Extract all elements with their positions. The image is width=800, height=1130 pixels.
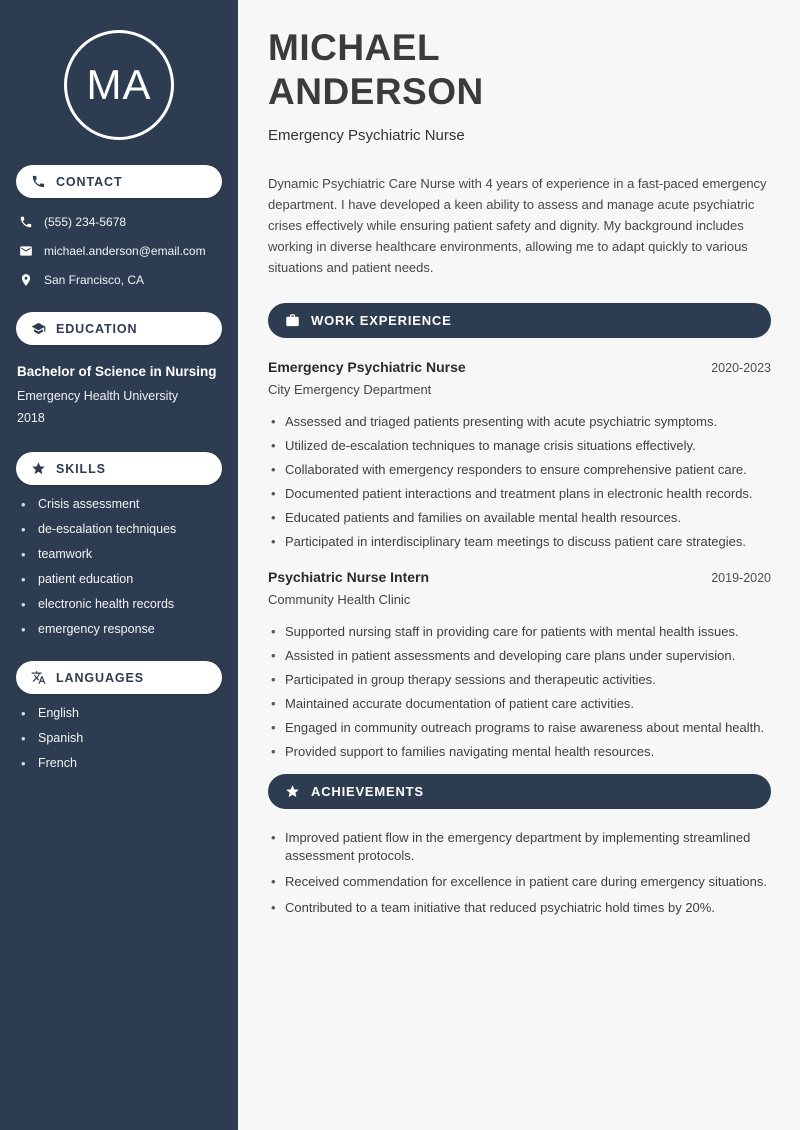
job-bullet: • Educated patients and families on available mental health resources. — [268, 509, 768, 527]
avatar-initials: MA — [86, 61, 152, 108]
star-icon — [285, 784, 300, 799]
contact-section-label: CONTACT — [56, 174, 123, 189]
achievement-bullet: • Received commendation for excellence in patient care during emergency situations. — [268, 873, 768, 891]
job-dates: 2020-2023 — [711, 361, 771, 375]
phone-icon — [19, 215, 33, 229]
job-title: Psychiatric Nurse Intern — [268, 569, 430, 585]
job-bullet: • Collaborated with emergency responders to ensure comprehensive patient care. — [268, 461, 768, 479]
job-company: City Emergency Department — [268, 382, 432, 397]
main-content — [238, 0, 800, 1130]
achievements-list — [268, 829, 771, 917]
sidebar — [0, 0, 238, 1130]
education-year: 2018 — [17, 411, 45, 425]
briefcase-icon — [285, 313, 300, 328]
language-item: • French — [21, 757, 222, 770]
summary-paragraph: Dynamic Psychiatric Care Nurse with 4 years of experience in a fast-paced emergency department. I have developed a keen ability to assess and manage acute psychiatric crises effectively while ensuring patient safety and dignity. My background includes working in diverse healthcare environments, allowing me to adapt quickly to various situations and patient needs. — [268, 176, 767, 275]
job-entry — [268, 569, 771, 761]
language-item: • English — [21, 707, 222, 720]
job-bullet: • Assessed and triaged patients presenting with acute psychiatric symptoms. — [268, 413, 768, 431]
language-item: • Spanish — [21, 732, 222, 745]
skill-item: • teamwork — [21, 548, 222, 561]
location-icon — [19, 273, 33, 287]
achievement-bullet: • Contributed to a team initiative that reduced psychiatric hold times by 20%. — [268, 899, 768, 917]
job-bullet: • Participated in group therapy sessions and therapeutic activities. — [268, 671, 768, 689]
skill-item: • patient education — [21, 573, 222, 586]
translate-icon — [31, 670, 46, 685]
phone-number: (555) 234-5678 — [44, 215, 127, 229]
star-icon — [31, 461, 46, 476]
job-header — [268, 359, 771, 375]
phone-icon — [31, 174, 46, 189]
skills-list — [16, 498, 222, 636]
contact-row-phone — [19, 215, 222, 229]
achievement-bullet: • Improved patient flow in the emergency department by implementing streamlined assessment protocols. — [268, 829, 768, 865]
languages-section-label: LANGUAGES — [56, 670, 144, 685]
job-entry — [268, 359, 771, 551]
skill-item: • emergency response — [21, 623, 222, 636]
skill-item: • Crisis assessment — [21, 498, 222, 511]
skills-section-label: SKILLS — [56, 461, 106, 476]
job-bullet: • Assisted in patient assessments and developing care plans under supervision. — [268, 647, 768, 665]
education-section-label: EDUCATION — [56, 321, 138, 336]
candidate-name — [268, 26, 771, 114]
contact-list — [16, 215, 222, 287]
skill-item: • electronic health records — [21, 598, 222, 611]
job-header — [268, 569, 771, 585]
education-entry — [17, 362, 222, 427]
job-bullet: • Provided support to families navigating mental health resources. — [268, 743, 768, 761]
candidate-first-name: MICHAEL — [268, 27, 441, 68]
job-bullet: • Utilized de-escalation techniques to manage crisis situations effectively. — [268, 437, 768, 455]
candidate-last-name: ANDERSON — [268, 71, 484, 112]
skill-item: • de-escalation techniques — [21, 523, 222, 536]
location-text: San Francisco, CA — [44, 273, 145, 287]
job-bullet: • Documented patient interactions and treatment plans in electronic health records. — [268, 485, 768, 503]
job-dates: 2019-2020 — [711, 571, 771, 585]
work-experience-section-label: WORK EXPERIENCE — [311, 313, 452, 328]
skills-section-header — [16, 452, 222, 485]
job-bullet-list — [268, 413, 771, 551]
achievements-section-label: ACHIEVEMENTS — [311, 784, 424, 799]
work-experience-section-header — [268, 303, 771, 338]
languages-section-header — [16, 661, 222, 694]
languages-list — [16, 707, 222, 770]
candidate-job-title: Emergency Psychiatric Nurse — [268, 127, 465, 144]
graduation-cap-icon — [31, 321, 46, 336]
job-company: Community Health Clinic — [268, 592, 411, 607]
contact-row-location — [19, 273, 222, 287]
education-degree: Bachelor of Science in Nursing — [17, 364, 217, 379]
job-bullet-list — [268, 623, 771, 761]
email-icon — [19, 244, 33, 258]
contact-section-header — [16, 165, 222, 198]
contact-row-email — [19, 244, 222, 258]
job-title: Emergency Psychiatric Nurse — [268, 359, 466, 375]
education-school: Emergency Health University — [17, 389, 179, 403]
job-bullet: • Maintained accurate documentation of patient care activities. — [268, 695, 768, 713]
job-bullet: • Participated in interdisciplinary team meetings to discuss patient care strategies. — [268, 533, 768, 551]
education-section-header — [16, 312, 222, 345]
avatar — [64, 30, 174, 140]
achievements-section-header — [268, 774, 771, 809]
email-address: michael.anderson@email.com — [44, 244, 206, 258]
job-bullet: • Supported nursing staff in providing care for patients with mental health issues. — [268, 623, 768, 641]
job-bullet: • Engaged in community outreach programs to raise awareness about mental health. — [268, 719, 768, 737]
